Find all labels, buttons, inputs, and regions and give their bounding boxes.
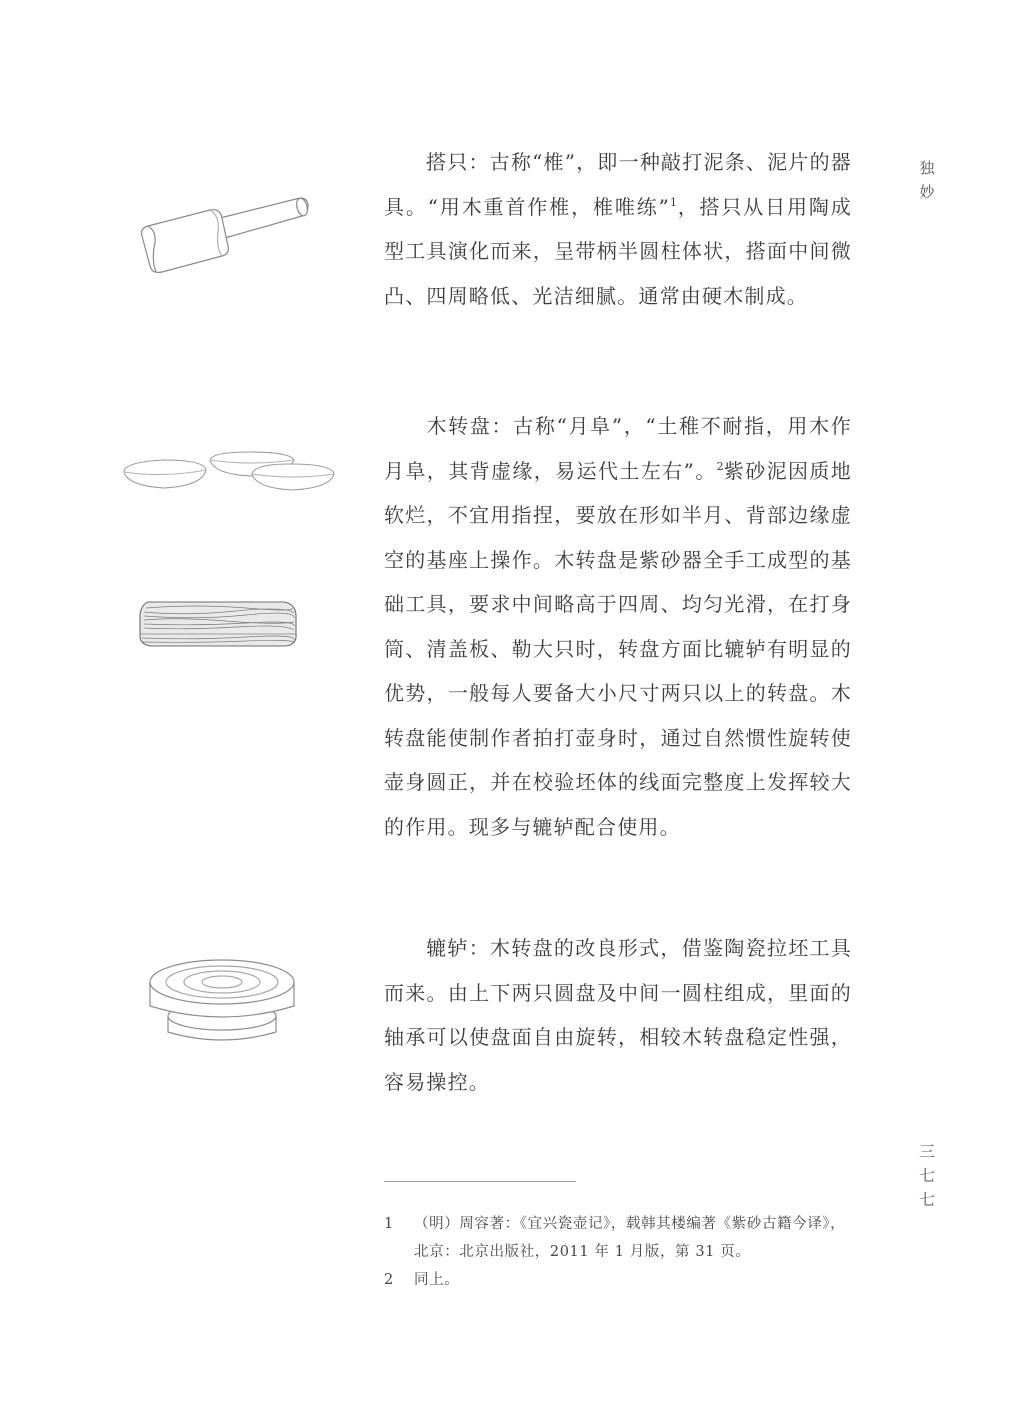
footnote-item <box>384 1266 854 1294</box>
paragraph-text: 搭只：古称“椎”，即一种敲打泥条、泥片的器具。“用木重首作椎，椎唯练” <box>384 150 852 219</box>
wooden-board-icon <box>136 596 302 652</box>
paragraph-text: ，搭只从日用陶成型工具演化而来，呈带柄半圆柱体状，搭面中间微凸、四周略低、光洁细腻。通常由硬木制成。 <box>384 194 853 308</box>
footnote-text: （明）周容著：《宜兴瓷壶记》，载韩其楼编著《紫砂古籍今译》，北京：北京出版社，2011 年 1 月版，第 31 页。 <box>414 1216 846 1260</box>
turntable-plates-icon <box>118 446 344 498</box>
paragraph-text: 木转盘：古称“月阜”，“土稚不耐指，用木作月阜，其背虚缘，易运代土左右”。 <box>384 414 852 483</box>
paragraph-text: 紫砂泥因质地软烂，不宜用指捏，要放在形如半月、背部边缘虚空的基座上操作。木转盘是紫砂器全手工成型的基础工具，要求中间略高于四周、均匀光滑，在打身筒、清盖板、勒大只时，转盘方面比辘轳有明显的优势，一般每人要备大小尺寸两只以上的转盘。木转盘能使制作者拍打壶身时，通过自然惯性旋转使壶身圆正，并在校验坯体的线面完整度上发挥较大的作用。现多与辘轳配合使用。 <box>384 458 852 839</box>
footnote-ref[interactable]: 2 <box>716 459 724 473</box>
page-number: 三 七 七 <box>918 1142 935 1209</box>
potters-wheel-icon <box>142 944 302 1054</box>
footnotes <box>384 1210 854 1294</box>
paragraph-turntable <box>384 404 852 849</box>
paragraph-wheel <box>384 926 852 1104</box>
side-label: 独 妙 <box>919 159 935 201</box>
paragraph-dazhi <box>384 140 852 318</box>
paragraph-text: 辘轳：木转盘的改良形式，借鉴陶瓷拉坯工具而来。由上下两只圆盘及中间一圆柱组成，里面的轴承可以使盘面自由旋转，相较木转盘稳定性强，容易操控。 <box>384 936 852 1094</box>
mallet-icon <box>134 192 314 282</box>
footnote-ref[interactable]: 1 <box>670 195 678 209</box>
footnote-text: 同上。 <box>414 1272 460 1288</box>
footnote-number: 1 <box>384 1216 394 1232</box>
footnote-item <box>384 1210 854 1266</box>
footnote-number: 2 <box>384 1272 394 1288</box>
footnote-divider <box>384 1181 576 1182</box>
